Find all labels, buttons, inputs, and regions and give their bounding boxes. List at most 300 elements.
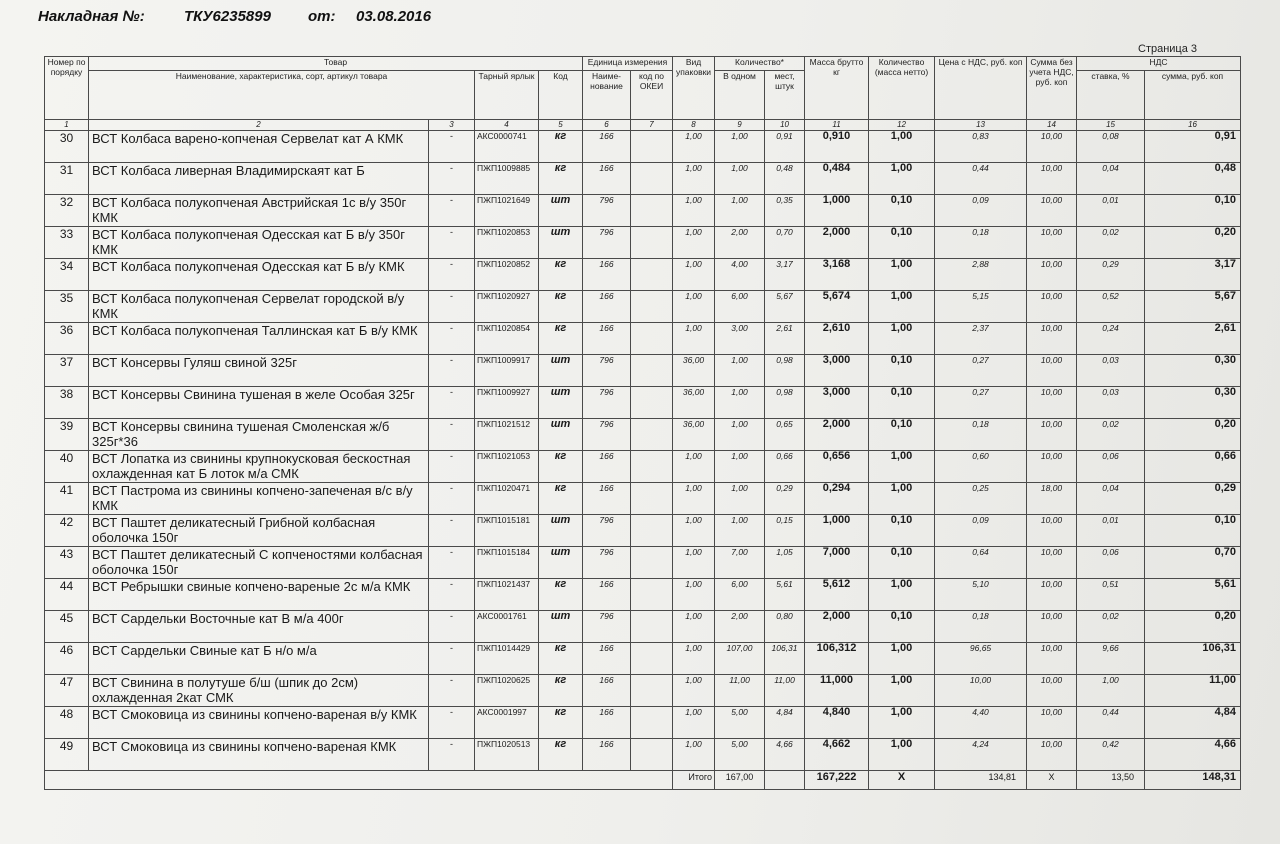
row-number: 40 [45,451,89,483]
table-row [45,195,1241,227]
qty-places: 4,00 [715,259,765,291]
gross-weight: 0,66 [765,451,805,483]
gross-weight: 4,66 [765,739,805,771]
package-type [631,707,673,739]
gross-weight: 106,31 [765,643,805,675]
col-tag-header: Тарный ярлык [475,71,539,120]
product-group-header: Товар [89,57,583,71]
table-row [45,547,1241,579]
sum-without-vat: 10,00 [935,675,1027,707]
qty-per-place: 1,00 [673,195,715,227]
vat-amount: 0,52 [1077,291,1145,323]
tare-label: - [429,675,475,707]
vat-amount: 0,01 [1077,515,1145,547]
vat-amount: 0,02 [1077,227,1145,259]
totals-places: 167,00 [715,771,765,790]
product-name: ВСТ Паштет деликатесный С копченостями колбасная оболочка 150г [89,547,429,579]
column-number: 11 [805,120,869,131]
package-type [631,259,673,291]
invoice-rows [45,131,1241,771]
unit-name: шт [539,515,583,547]
totals-rate: X [1027,771,1077,790]
package-type [631,547,673,579]
qty-per-place: 1,00 [673,611,715,643]
net-quantity: 2,000 [805,419,869,451]
column-number: 16 [1145,120,1241,131]
net-quantity: 2,610 [805,323,869,355]
package-type [631,291,673,323]
table-row [45,643,1241,675]
product-code: АКС0001997 [475,707,539,739]
row-number: 49 [45,739,89,771]
package-type [631,675,673,707]
col-places-header: мест, штук [765,71,805,120]
vat-amount: 0,04 [1077,483,1145,515]
sum-without-vat: 2,37 [935,323,1027,355]
qty-per-place: 1,00 [673,291,715,323]
column-number: 7 [631,120,673,131]
column-number: 13 [935,120,1027,131]
product-code: ПЖП1020513 [475,739,539,771]
totals-net: 167,222 [805,771,869,790]
tare-label: - [429,163,475,195]
row-number: 30 [45,131,89,163]
tare-label: - [429,739,475,771]
qty-places: 5,00 [715,739,765,771]
vat-amount: 0,03 [1077,355,1145,387]
column-number: 3 [429,120,475,131]
column-number: 6 [583,120,631,131]
product-name: ВСТ Консервы свинина тушеная Смоленская ж/б 325г*36 [89,419,429,451]
package-type [631,643,673,675]
qty-places: 1,00 [715,515,765,547]
net-quantity: 1,000 [805,195,869,227]
vat-rate: 10,00 [1027,707,1077,739]
sum-with-vat: 106,31 [1145,643,1241,675]
vat-rate: 10,00 [1027,451,1077,483]
unit-name: кг [539,579,583,611]
product-code: АКС0001761 [475,611,539,643]
product-name: ВСТ Свинина в полутуше б/ш (шпик до 2см) охлажденная 2кат СМК [89,675,429,707]
sum-without-vat: 5,15 [935,291,1027,323]
sum-without-vat: 2,88 [935,259,1027,291]
package-type [631,739,673,771]
tare-label: - [429,579,475,611]
unit-name: кг [539,163,583,195]
vat-rate: 10,00 [1027,227,1077,259]
qty-places: 11,00 [715,675,765,707]
product-name: ВСТ Лопатка из свинины крупнокусковая бескостная охлажденная кат Б лоток м/а СМК [89,451,429,483]
product-name: ВСТ Сардельки Свиные кат Б н/о м/а [89,643,429,675]
sum-with-vat: 0,30 [1145,355,1241,387]
col-vat-header: сумма, руб. коп [1145,71,1241,120]
unit-name: кг [539,291,583,323]
qty-per-place: 1,00 [673,163,715,195]
col-code-header: Код [539,71,583,120]
row-number: 33 [45,227,89,259]
qty-per-place: 1,00 [673,739,715,771]
gross-weight: 1,05 [765,547,805,579]
vat-amount: 0,42 [1077,739,1145,771]
price-with-vat: 1,00 [869,131,935,163]
table-row [45,611,1241,643]
row-number: 47 [45,675,89,707]
product-code: ПЖП1020853 [475,227,539,259]
qty-places: 3,00 [715,323,765,355]
qty-places: 1,00 [715,419,765,451]
sum-with-vat: 5,67 [1145,291,1241,323]
qty-places: 1,00 [715,483,765,515]
column-number: 2 [89,120,429,131]
qty-places: 6,00 [715,291,765,323]
product-code: ПЖП1009885 [475,163,539,195]
price-with-vat: 1,00 [869,675,935,707]
totals-row [45,771,1241,790]
table-row [45,387,1241,419]
sum-with-vat: 2,61 [1145,323,1241,355]
column-number: 9 [715,120,765,131]
sum-without-vat: 0,25 [935,483,1027,515]
price-with-vat: 0,10 [869,419,935,451]
price-with-vat: 0,10 [869,515,935,547]
gross-weight: 3,17 [765,259,805,291]
unit-name: кг [539,259,583,291]
product-name: ВСТ Колбаса полукопченая Одесская кат Б в/у КМК [89,259,429,291]
tare-label: - [429,355,475,387]
vat-rate: 10,00 [1027,259,1077,291]
gross-weight: 4,84 [765,707,805,739]
vat-amount: 0,08 [1077,131,1145,163]
vat-rate: 10,00 [1027,163,1077,195]
vat-amount: 0,51 [1077,579,1145,611]
price-with-vat: 0,10 [869,195,935,227]
net-quantity: 0,294 [805,483,869,515]
row-number: 31 [45,163,89,195]
product-code: ПЖП1021437 [475,579,539,611]
qty-places: 2,00 [715,227,765,259]
product-code: ПЖП1021512 [475,419,539,451]
okei-code: 166 [583,675,631,707]
sum-without-vat: 4,24 [935,739,1027,771]
unit-name: шт [539,611,583,643]
okei-code: 166 [583,739,631,771]
product-name: ВСТ Колбаса полукопченая Таллинская кат Б в/у КМК [89,323,429,355]
sum-with-vat: 4,84 [1145,707,1241,739]
invoice-number: ТКУ6235899 [184,8,271,25]
qty-places: 7,00 [715,547,765,579]
sum-with-vat: 0,10 [1145,515,1241,547]
row-number: 38 [45,387,89,419]
vat-amount: 1,00 [1077,675,1145,707]
column-number: 12 [869,120,935,131]
tare-label: - [429,131,475,163]
okei-code: 796 [583,547,631,579]
product-code: ПЖП1009917 [475,355,539,387]
gross-weight: 2,61 [765,323,805,355]
tare-label: - [429,419,475,451]
col-net-header: Количество (масса нетто) [869,57,935,120]
okei-code: 166 [583,163,631,195]
table-row [45,259,1241,291]
qty-per-place: 1,00 [673,227,715,259]
price-with-vat: 1,00 [869,739,935,771]
product-name: ВСТ Ребрышки свиные копчено-вареные 2с м/а КМК [89,579,429,611]
totals-sum-novat: 134,81 [935,771,1027,790]
okei-code: 796 [583,227,631,259]
sum-without-vat: 0,18 [935,611,1027,643]
col-rate-header: ставка, % [1077,71,1145,120]
net-quantity: 5,612 [805,579,869,611]
vat-rate: 10,00 [1027,291,1077,323]
gross-weight: 0,98 [765,387,805,419]
column-number: 4 [475,120,539,131]
column-number: 5 [539,120,583,131]
okei-code: 166 [583,131,631,163]
package-type [631,515,673,547]
vat-amount: 0,03 [1077,387,1145,419]
okei-code: 796 [583,387,631,419]
tare-label: - [429,195,475,227]
unit-name: кг [539,323,583,355]
price-with-vat: 1,00 [869,483,935,515]
totals-vat: 13,50 [1077,771,1145,790]
gross-weight: 0,48 [765,163,805,195]
unit-name: шт [539,547,583,579]
table-row [45,579,1241,611]
net-quantity: 3,000 [805,355,869,387]
product-code: ПЖП1009927 [475,387,539,419]
col-per-header: В одном [715,71,765,120]
sum-with-vat: 5,61 [1145,579,1241,611]
sum-without-vat: 4,40 [935,707,1027,739]
sum-without-vat: 96,65 [935,643,1027,675]
qty-places: 1,00 [715,355,765,387]
net-quantity: 0,484 [805,163,869,195]
sum-with-vat: 0,20 [1145,611,1241,643]
package-type [631,451,673,483]
tare-label: - [429,707,475,739]
unit-name: кг [539,483,583,515]
product-code: ПЖП1020854 [475,323,539,355]
unit-group-header: Единица измерения [583,57,673,71]
product-name: ВСТ Колбаса ливерная Владимирскаят кат Б [89,163,429,195]
row-number: 42 [45,515,89,547]
qty-group-header: Количество* [715,57,805,71]
package-type [631,483,673,515]
okei-code: 166 [583,707,631,739]
table-row [45,323,1241,355]
net-quantity: 4,662 [805,739,869,771]
package-type [631,131,673,163]
unit-name: кг [539,131,583,163]
product-code: ПЖП1015184 [475,547,539,579]
col-package-header: Вид упаковки [673,57,715,120]
invoice-date: 03.08.2016 [356,8,432,25]
unit-name: шт [539,195,583,227]
product-code: ПЖП1020625 [475,675,539,707]
tare-label: - [429,451,475,483]
net-quantity: 0,656 [805,451,869,483]
page-label: Страница 3 [1138,43,1198,55]
qty-per-place: 36,00 [673,355,715,387]
vat-rate: 10,00 [1027,195,1077,227]
okei-code: 166 [583,259,631,291]
vat-amount: 0,01 [1077,195,1145,227]
vat-rate: 10,00 [1027,547,1077,579]
column-number: 8 [673,120,715,131]
tare-label: - [429,227,475,259]
package-type [631,355,673,387]
okei-code: 166 [583,643,631,675]
sum-without-vat: 0,18 [935,227,1027,259]
col-name-header: Наименование, характеристика, сорт, артикул товара [89,71,475,120]
column-numbers-row [45,120,1241,131]
vat-amount: 9,66 [1077,643,1145,675]
qty-places: 107,00 [715,643,765,675]
okei-code: 796 [583,515,631,547]
okei-code: 166 [583,291,631,323]
column-number: 1 [45,120,89,131]
tare-label: - [429,259,475,291]
column-number: 14 [1027,120,1077,131]
unit-name: кг [539,451,583,483]
table-row [45,227,1241,259]
vat-rate: 10,00 [1027,515,1077,547]
qty-per-place: 1,00 [673,259,715,291]
vat-rate: 10,00 [1027,355,1077,387]
sum-with-vat: 0,91 [1145,131,1241,163]
vat-rate: 10,00 [1027,739,1077,771]
okei-code: 166 [583,579,631,611]
table-row [45,291,1241,323]
qty-places: 1,00 [715,131,765,163]
net-quantity: 1,000 [805,515,869,547]
tare-label: - [429,515,475,547]
qty-places: 1,00 [715,451,765,483]
tare-label: - [429,291,475,323]
vat-rate: 10,00 [1027,323,1077,355]
product-name: ВСТ Колбаса варено-копченая Сервелат кат А КМК [89,131,429,163]
sum-without-vat: 0,27 [935,387,1027,419]
vat-amount: 0,04 [1077,163,1145,195]
row-number: 43 [45,547,89,579]
product-code: ПЖП1015181 [475,515,539,547]
qty-places: 1,00 [715,387,765,419]
vat-amount: 0,44 [1077,707,1145,739]
qty-per-place: 1,00 [673,643,715,675]
product-code: ПЖП1020852 [475,259,539,291]
tare-label: - [429,611,475,643]
col-price-header: Цена с НДС, руб. коп [935,57,1027,120]
net-quantity: 106,312 [805,643,869,675]
totals-price: X [869,771,935,790]
qty-places: 1,00 [715,163,765,195]
qty-places: 1,00 [715,195,765,227]
gross-weight: 0,98 [765,355,805,387]
vat-amount: 0,02 [1077,611,1145,643]
vat-rate: 10,00 [1027,643,1077,675]
table-row [45,451,1241,483]
row-number: 36 [45,323,89,355]
sum-with-vat: 4,66 [1145,739,1241,771]
tare-label: - [429,387,475,419]
row-number: 45 [45,611,89,643]
net-quantity: 2,000 [805,227,869,259]
totals-label: Итого [673,771,715,790]
row-number: 35 [45,291,89,323]
vat-amount: 0,06 [1077,451,1145,483]
sum-with-vat: 11,00 [1145,675,1241,707]
gross-weight: 0,15 [765,515,805,547]
gross-weight: 0,80 [765,611,805,643]
unit-name: кг [539,643,583,675]
net-quantity: 0,910 [805,131,869,163]
gross-weight: 5,61 [765,579,805,611]
product-code: ПЖП1020471 [475,483,539,515]
vat-group-header: НДС [1077,57,1241,71]
sum-with-vat: 3,17 [1145,259,1241,291]
vat-amount: 0,29 [1077,259,1145,291]
date-label: от: [308,8,336,25]
price-with-vat: 1,00 [869,451,935,483]
table-row [45,131,1241,163]
sum-without-vat: 0,64 [935,547,1027,579]
product-code: ПЖП1020927 [475,291,539,323]
product-code: ПЖП1021649 [475,195,539,227]
qty-per-place: 1,00 [673,675,715,707]
price-with-vat: 1,00 [869,643,935,675]
sum-without-vat: 0,09 [935,515,1027,547]
price-with-vat: 1,00 [869,323,935,355]
gross-weight: 0,29 [765,483,805,515]
table-row [45,163,1241,195]
sum-without-vat: 0,60 [935,451,1027,483]
col-sum-novat-header: Сумма без учета НДС, руб. коп [1027,57,1077,120]
unit-name: кг [539,675,583,707]
col-number-header: Номер по порядку [45,57,89,120]
vat-rate: 10,00 [1027,675,1077,707]
table-row [45,739,1241,771]
sum-with-vat: 0,66 [1145,451,1241,483]
vat-rate: 10,00 [1027,387,1077,419]
qty-per-place: 1,00 [673,451,715,483]
gross-weight: 0,65 [765,419,805,451]
package-type [631,579,673,611]
product-name: ВСТ Колбаса полукопченая Австрийская 1с в/у 350г КМК [89,195,429,227]
price-with-vat: 1,00 [869,163,935,195]
price-with-vat: 1,00 [869,707,935,739]
price-with-vat: 0,10 [869,387,935,419]
gross-weight: 0,70 [765,227,805,259]
sum-with-vat: 0,30 [1145,387,1241,419]
sum-with-vat: 0,10 [1145,195,1241,227]
net-quantity: 2,000 [805,611,869,643]
vat-rate: 10,00 [1027,611,1077,643]
product-name: ВСТ Колбаса полукопченая Сервелат городской в/у КМК [89,291,429,323]
net-quantity: 5,674 [805,291,869,323]
sum-with-vat: 0,48 [1145,163,1241,195]
unit-name: шт [539,387,583,419]
okei-code: 796 [583,611,631,643]
unit-name: шт [539,227,583,259]
qty-per-place: 1,00 [673,131,715,163]
column-number: 10 [765,120,805,131]
net-quantity: 7,000 [805,547,869,579]
product-name: ВСТ Паштет деликатесный Грибной колбасная оболочка 150г [89,515,429,547]
gross-weight: 11,00 [765,675,805,707]
package-type [631,387,673,419]
table-row [45,419,1241,451]
